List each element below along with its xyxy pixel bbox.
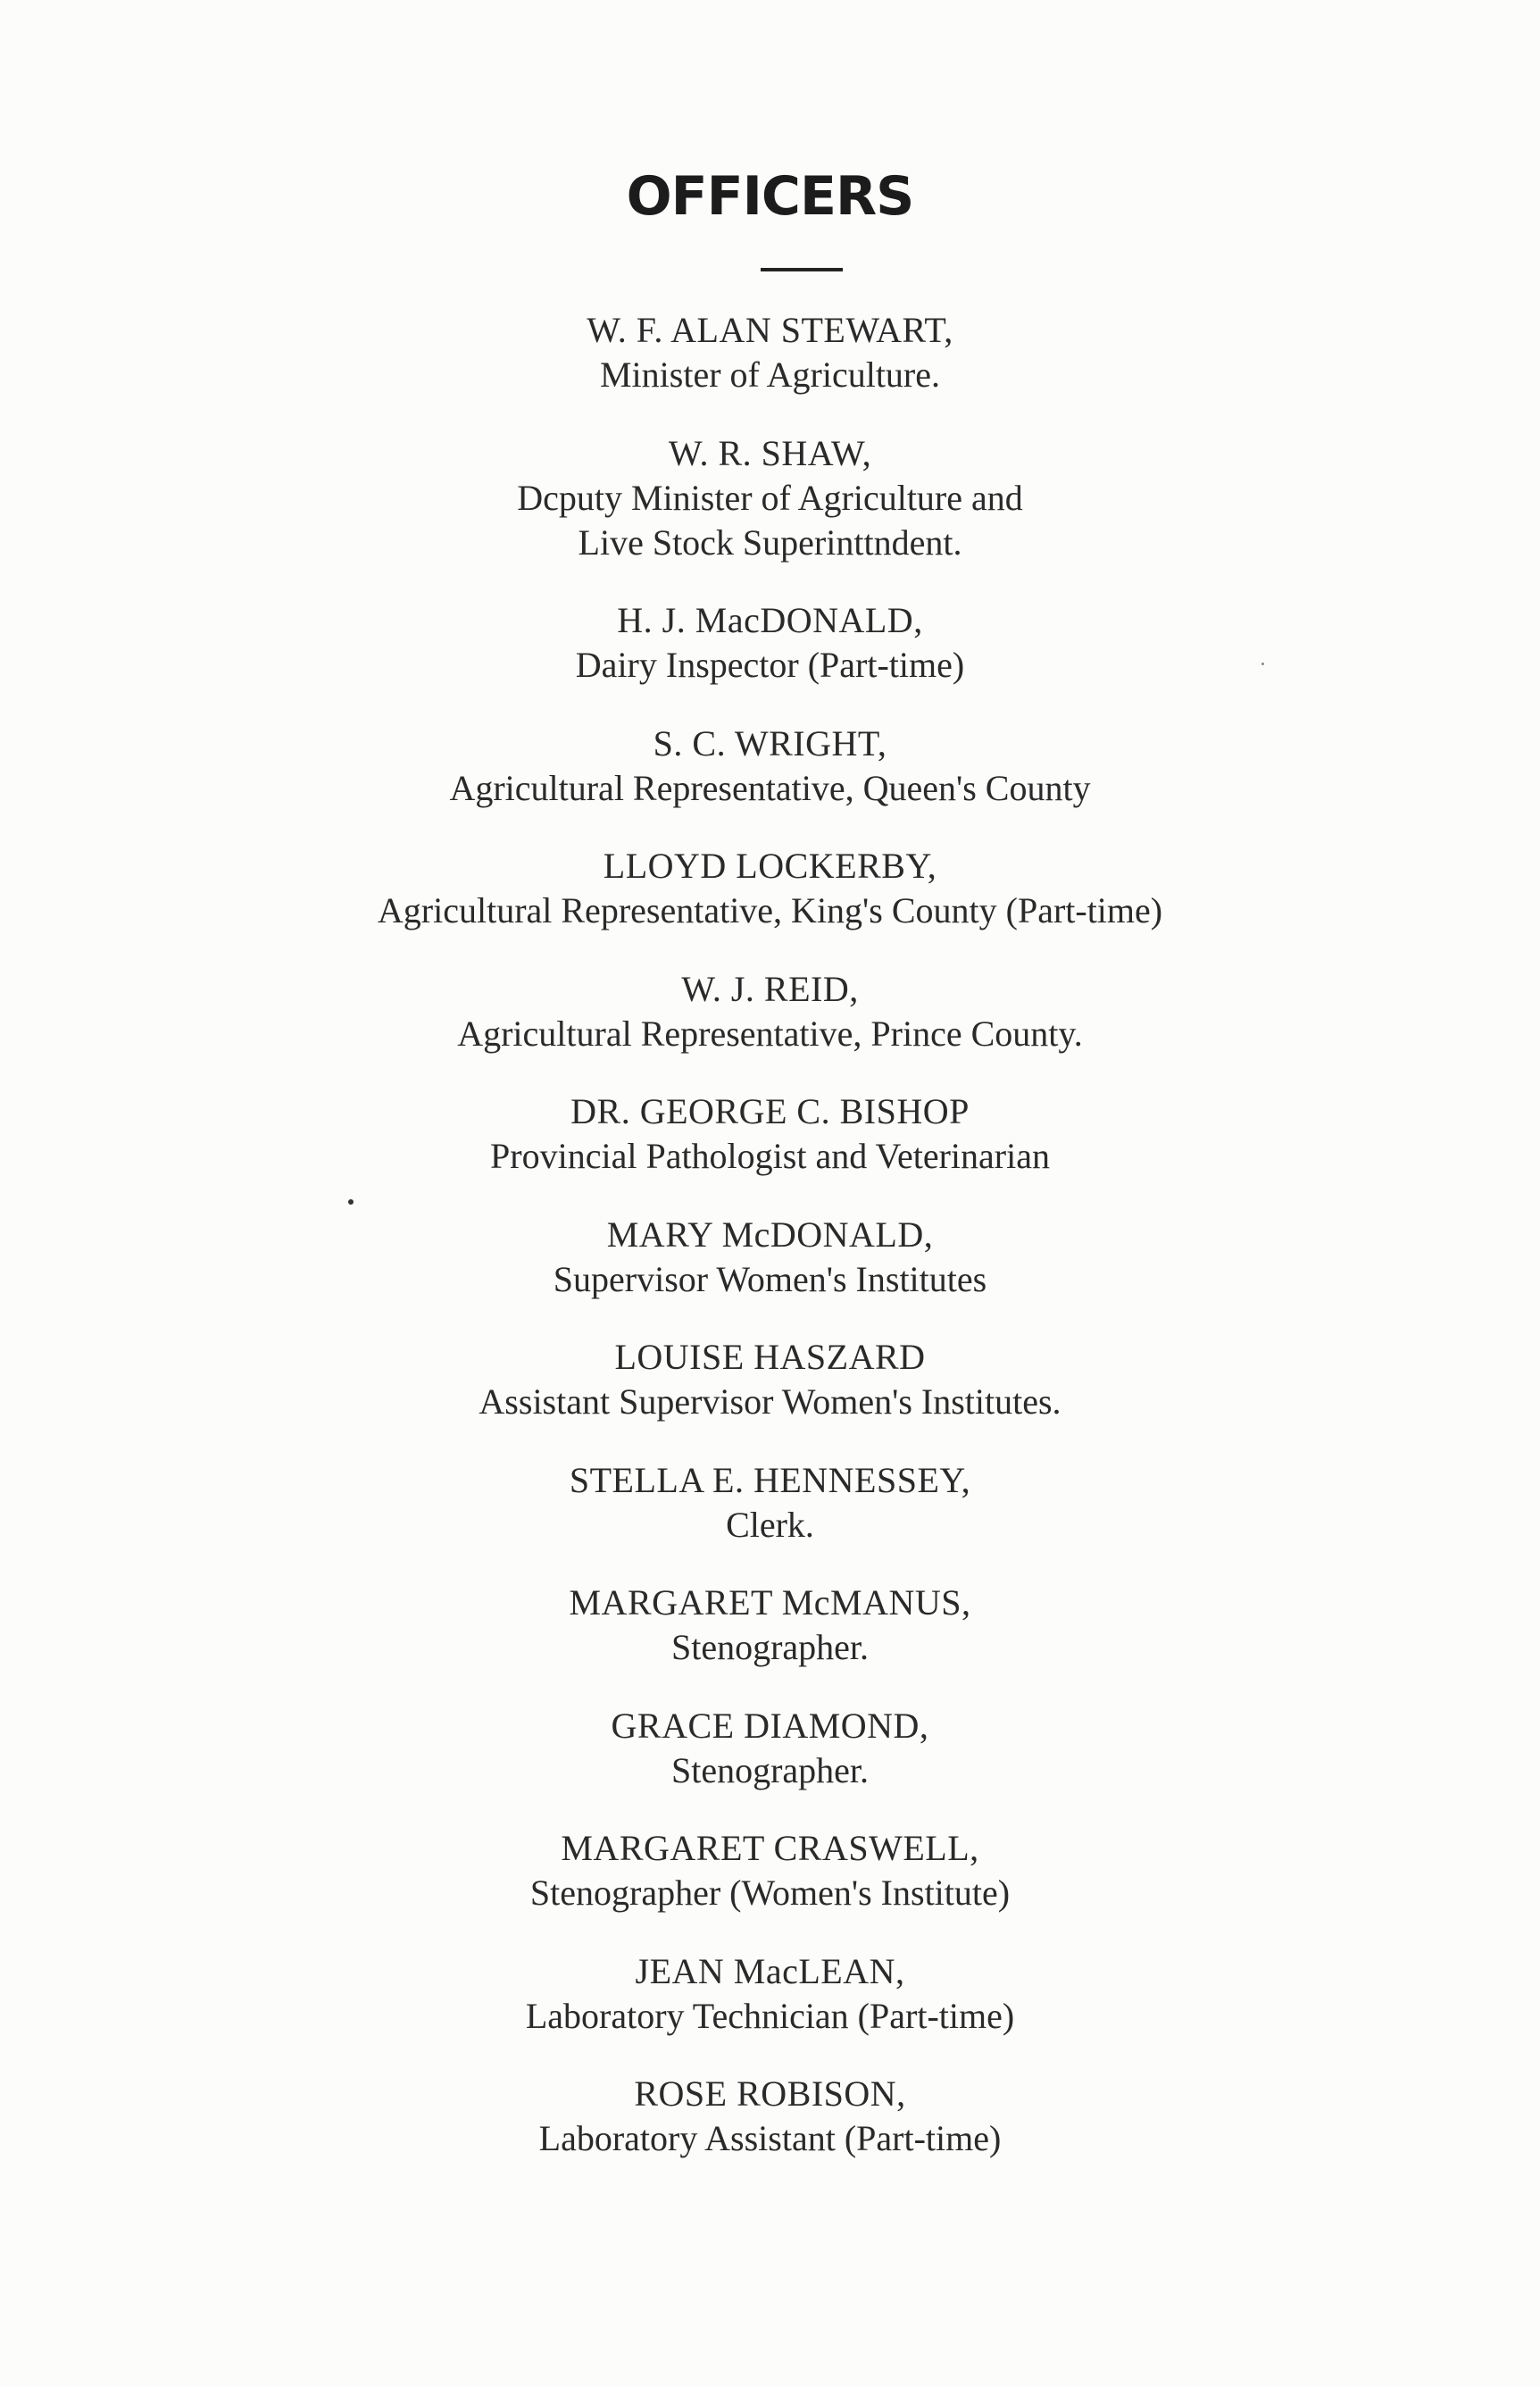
officer-role: Stenographer (Women's Institute)	[529, 1873, 1011, 1913]
officer-entry	[0, 722, 1540, 811]
officer-entry	[0, 308, 1540, 397]
officer-role: Laboratory Assistant (Part-time)	[538, 2118, 1002, 2158]
officer-name: H. J. MacDONALD,	[617, 600, 923, 640]
officer-entry	[0, 1826, 1540, 1915]
officer-role: Stenographer.	[670, 1627, 870, 1667]
officer-entry	[0, 1089, 1540, 1179]
officer-entry	[0, 1213, 1540, 1302]
officer-name: MARY McDONALD,	[606, 1214, 934, 1255]
officer-entry	[0, 967, 1540, 1056]
officer-name: LOUISE HASZARD	[614, 1337, 926, 1377]
officer-name: MARGARET McMANUS,	[569, 1582, 971, 1623]
officer-role: Provincial Pathologist and Veterinarian	[490, 1136, 1050, 1176]
officer-name: W. J. REID,	[681, 968, 859, 1009]
officer-role: Dcputy Minister of Agriculture and	[517, 477, 1023, 518]
officer-name: DR. GEORGE C. BISHOP	[570, 1091, 970, 1131]
heading-rule	[761, 268, 843, 271]
officer-entry	[0, 1704, 1540, 1793]
officer-role: Minister of Agriculture.	[599, 355, 941, 395]
officer-role: Clerk.	[726, 1504, 814, 1545]
officer-role: Assistant Supervisor Women's Institutes.	[479, 1381, 1061, 1422]
officer-name: W. R. SHAW,	[668, 432, 872, 473]
officer-role-continued: Live Stock Superinttndent.	[578, 521, 962, 563]
officer-entry	[0, 1335, 1540, 1424]
officer-role: Supervisor Women's Institutes	[553, 1258, 987, 1299]
officer-name: GRACE DIAMOND,	[611, 1705, 929, 1746]
stray-ink-dot	[348, 1199, 354, 1205]
officer-entry	[0, 2072, 1540, 2161]
officer-role: Stenographer.	[670, 1749, 870, 1790]
officer-entry	[0, 1581, 1540, 1670]
officer-role: Dairy Inspector (Part-time)	[575, 645, 965, 685]
officer-role: Agricultural Representative, Prince County.	[457, 1013, 1083, 1054]
officer-entry	[0, 431, 1540, 565]
officer-role: Laboratory Technician (Part-time)	[525, 1995, 1015, 2036]
officer-name: LLOYD LOCKERBY,	[603, 846, 937, 886]
officer-name: STELLA E. HENNESSEY,	[569, 1459, 971, 1500]
officer-name: JEAN MacLEAN,	[635, 1950, 905, 1991]
officer-entry	[0, 1949, 1540, 2039]
officers-list	[0, 308, 1540, 2195]
officer-role: Agricultural Representative, King's County (Part-time)	[377, 890, 1163, 930]
officer-name: S. C. WRIGHT,	[653, 722, 887, 763]
officer-entry	[0, 1458, 1540, 1548]
officer-entry	[0, 844, 1540, 933]
officer-entry	[0, 598, 1540, 688]
officer-name: W. F. ALAN STEWART,	[587, 310, 953, 350]
officer-role: Agricultural Representative, Queen's County	[449, 767, 1091, 808]
page-heading: OFFICERS	[626, 165, 914, 228]
officer-name: ROSE ROBISON,	[634, 2073, 906, 2114]
officer-name: MARGARET CRASWELL,	[561, 1828, 979, 1868]
stray-ink-speck	[1261, 663, 1264, 665]
